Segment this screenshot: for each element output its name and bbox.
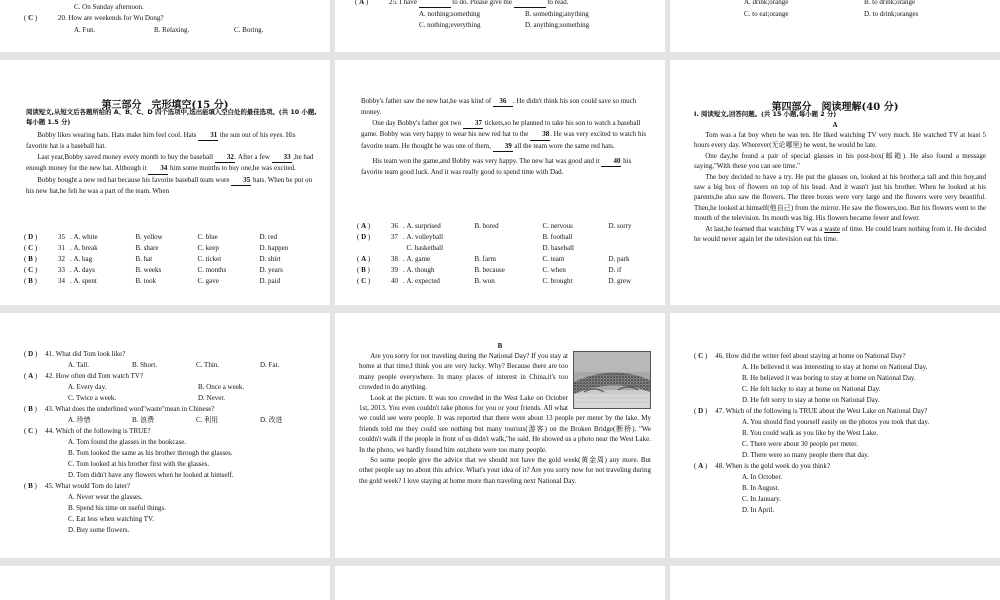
answer-row: ( C ) 31 . A. break B. share C. keep D. happen	[24, 244, 289, 252]
answer-row: ( D ) 35 . A. white B. yellow C. blue D. red	[24, 233, 277, 241]
options: A. He believed it was interesting to stay at home on National Day. B. He believed it was boring to stay at home on National Day. C. He felt lucky to stay at home on National Day. D. He felt sorry to stay at home on National Day.	[742, 363, 928, 404]
answer-rows-2	[357, 221, 631, 287]
answer-row: ( D ) 37 . A. volleyball B. football	[357, 233, 573, 241]
question-25-options-2: C. nothing;everything D. anything;something	[419, 21, 590, 29]
question-45: ( B ) 45. What would Tom do later?	[24, 482, 131, 490]
cloze-passage: Bobby likes wearing hats. Hats make him feel cool. Hats 31 the sun out of his eyes. His favorite hat is a baseball hat. Last year,Bobby saved money every month to buy the baseball 32. After a few 33 ,he had enough money for the new hat. Although it 34 him some months to buy one,he was excited. Bobby bought a new red hat because his favorite baseball team wore 35 hats. When he put on his new hat,he felt he was a part of the team. When	[26, 131, 314, 196]
slide-bottom-right	[670, 566, 1000, 600]
instructions: 阅读短文,从短文后各题所给的 A、B、C、D 四个选项中,选出能填入空白处的最佳选项。(共 10 小题,每小题 1.5 分)	[26, 108, 317, 126]
options: A. You should find yourself easily on the photos you took that day. B. You could walk as you like by the West Lake. C. There were about 30 people per meter. D. There were so many people there that day.	[742, 418, 930, 459]
answer-row: C. basketball D. baseball	[406, 244, 574, 252]
slide-reading-part4	[670, 60, 1000, 305]
cloze-passage-2: Bobby's father saw the new hat,he was kind of 36 . He didn't think his son could save so much money. One day Bobby's father got two 37 tickets,so he planned to take his son to watch a baseball game. Bobby was very happy to wear his new red hat to the 38. He was very excited to watch his favorite team. He thought he was one of them, 39 all the team wore the same red hats. His team won the game,and Bobby was very happy. The new hat was good and it 40 his favorite team good luck. And it was really good to spend time with Dad.	[361, 97, 647, 177]
passage-label: B	[497, 342, 503, 350]
slide-reading-passage-b	[335, 313, 665, 558]
options: A. 珍惜 B. 浪费 C. 利用 D. 改进	[68, 416, 283, 424]
options: A. Every day. B. Once a week. C. Twice a week. D. Never.	[68, 383, 245, 402]
question-list	[24, 349, 324, 536]
reading-passage-a: Tom was a fat boy when he was ten. He liked watching TV very much. He watched TV at least 5 hours every day. Wherever(无论哪里) he went, he would be late. One day,he found a pair of special glasses in his post-box(邮箱). He also found a message saying,"With these you can see time." The boy decided to have a try. He put the glasses on, looked at his brother,a tall and thin boy,and saw a big box of flowers on top of his head. And it wasn't just his brother. When he looked at his parents,he also saw the flowers. The three boxes were very large and the flowers were very beautiful. Then,he looked at himself(他自己) from the mirror. He saw the flowers,too. But his flowers went to the mouth of the television. Its mouth was big. His flowers became fewer and fewer. At last,he learned that watching TV was a waste of time. He could learn nothing from it. He decided he would never again let the television eat his time.	[694, 131, 987, 244]
answer-rows	[24, 232, 288, 287]
answer-row: ( B ) 32 . A. bag B. hat C. ticket D. shirt	[24, 255, 281, 263]
question-20: ( C ) 20 . How are weekends for Wu Dong?	[24, 14, 164, 22]
slide-top-mid	[335, 0, 665, 52]
options-row-1: A. drink;orange B. to drink;orange	[744, 0, 916, 6]
options: A. Never wear the glasses. B. Spend his time on useful things. C. Eat less when watching TV. D. Buy some flowers.	[68, 493, 166, 534]
question-48: ( A ) 48. When is the gold week do you think?	[694, 462, 831, 470]
question-20-options: A. Fun. B. Relaxing. C. Boring.	[74, 26, 264, 34]
options: A. Tom found the glasses in the bookcase. B. Tom looked the same as his brother through the glasses. C. Tom looked at his brother first with the glasses. D. Tom didn't have any flowers when he looked at himself.	[68, 438, 234, 479]
slide-top-left	[0, 0, 330, 52]
answer-row: ( B ) 39 . A. though B. because C. when D. if	[357, 266, 622, 274]
option-line: C. On Sunday afternoon.	[74, 3, 144, 11]
question-44: ( C ) 44. Which of the following is TRUE?	[24, 427, 151, 435]
question-42: ( A ) 42. How often did Tom watch TV?	[24, 372, 144, 380]
slide-bottom-mid	[335, 566, 665, 600]
slide-bottom-left	[0, 566, 330, 600]
answer-row: ( A ) 38 . A. game B. farm C. team D. park	[357, 255, 630, 263]
answer-row: ( A ) 36 . A. surprised B. bored C. nervous D. sorry	[357, 222, 632, 230]
slide-top-right	[670, 0, 1000, 52]
question-list-2	[694, 351, 990, 516]
sub-instructions: Ⅰ. 阅读短文,回答问题。(共 15 小题,每小题 2 分)	[694, 110, 837, 118]
section-title: 第四部分 阅读理解(40 分)	[771, 102, 899, 113]
slide-cloze-part3	[0, 60, 330, 305]
answer-row: ( B ) 34 . A. spent B. took C. gave D. paid	[24, 277, 281, 285]
reading-passage-b: Are you sorry for not traveling during the National Day? If you stay at home at that time,I think you are very lucky. Why? Because there are too many people everywhere. In many places of interest in China,it's too crowded to do anything. Look at the picture. It was too crowded in the West Lake on October 1st, 2013. You even couldn't take photos for you or your friends. All what we could see were people. It was reported that there were about 13 people per meter by the lake. My friends told me they could see nothing but many tourists(游客) on the Broken Bridge(断桥). "We couldn't walk if the people in front of us didn't walk,"he said. He showed us a photo near the West Lake. In the photo, we hardly found him out,there were too many people. So some people give the advice that we should not have the gold week(黄金周) any more. But other people say no about this advice. What's your idea of it? Are you sorry now for not traveling during the gold week? I love staying at home more than traveling next National Day.	[359, 352, 651, 485]
slide-cloze-continued	[335, 60, 665, 305]
answer-row: ( C ) 33 . A. days B. weeks C. months D. years	[24, 266, 283, 274]
slide-questions-41-45	[0, 313, 330, 558]
section-title: 第三部分 完形填空(15 分)	[101, 100, 229, 111]
answer-row: ( C ) 40 . A. expected B. won C. brought D. grew	[357, 277, 632, 285]
question-47: ( D ) 47. Which of the following is TRUE about the West Lake on National Day?	[694, 407, 928, 415]
question-25-options-1: A. nothing;something B. something;anything	[419, 10, 589, 18]
question-25: ( A ) 25 . I have to do. Please give me to read.	[355, 0, 568, 8]
options: A. In October. B. In August. C. In January. D. In April.	[742, 473, 783, 514]
options-row-2: C. to eat;orange D. to drink;oranges	[744, 10, 919, 18]
options: A. Tall. B. Short. C. Thin. D. Fat.	[68, 361, 280, 369]
question-43: ( B ) 43. What does the underlined word"waste"mean in Chinese?	[24, 405, 215, 413]
west-lake-crowd-photo	[573, 351, 651, 409]
question-46: ( C ) 46. How did the writer feel about staying at home on National Day?	[694, 352, 906, 360]
answer-mark: C	[28, 14, 34, 22]
slide-questions-46-48	[670, 313, 1000, 558]
question-41: ( D ) 41. What did Tom look like?	[24, 350, 126, 358]
passage-label: A	[832, 121, 838, 129]
